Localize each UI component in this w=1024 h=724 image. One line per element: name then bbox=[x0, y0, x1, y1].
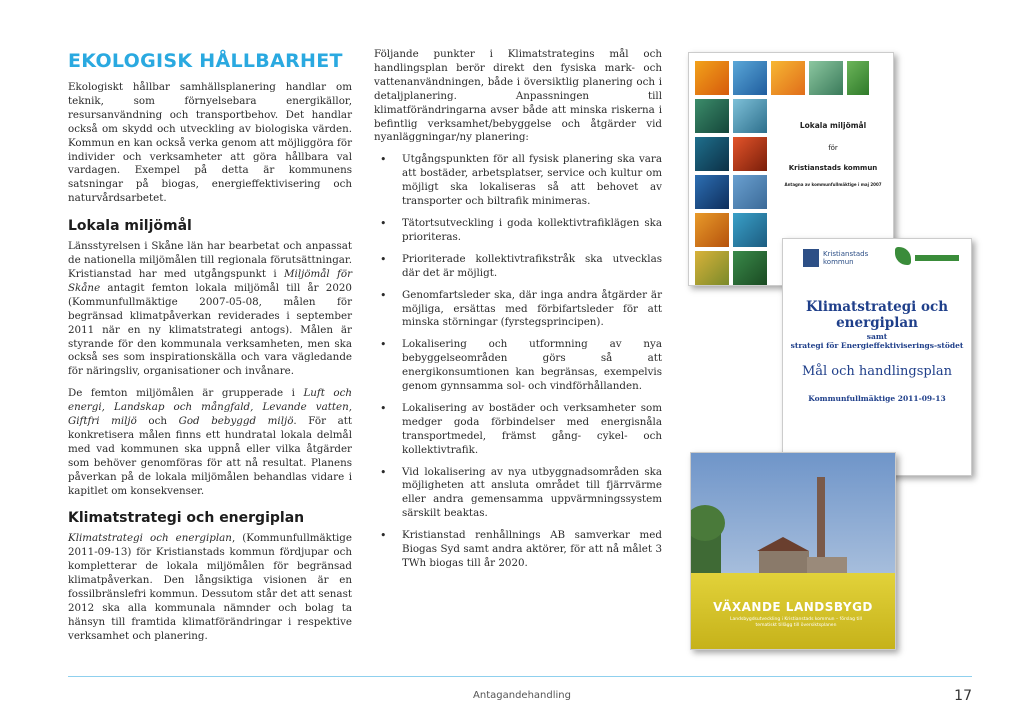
bullet-icon: • bbox=[380, 338, 387, 352]
tile-image bbox=[695, 213, 729, 247]
cover-subtitle: Landsbygdsutveckling i Kristianstads kommun – förslag till tematiskt tillägg till översiktsplanen bbox=[730, 617, 862, 628]
tile-image bbox=[733, 251, 767, 285]
list-item bbox=[374, 217, 662, 245]
tile-image bbox=[733, 175, 767, 209]
emphasis-text: Klimatstrategi och energiplan bbox=[68, 532, 232, 545]
cover-for: för bbox=[828, 144, 838, 152]
bullet-icon: • bbox=[380, 529, 387, 543]
list-item-text: Tätortsutveckling i goda kollektivtrafiklägen ska prioriteras. bbox=[402, 216, 662, 243]
tile-image bbox=[809, 61, 843, 95]
bullet-list bbox=[374, 153, 662, 571]
bullet-icon: • bbox=[380, 153, 387, 167]
left-column bbox=[68, 50, 352, 652]
paragraph-klimatstrategi bbox=[68, 532, 352, 643]
cover-samt: samt bbox=[866, 332, 888, 341]
page-number: 17 bbox=[954, 688, 972, 704]
text-run: antagit femton lokala miljömål till år 2020 (Kommunfullmäktige 2007-05-08, målen för begränsad klimatpåverkan reviderades i september 2011 när en ny klimatstrategi antogs). Målen är styrande för den kommunala verksamheten, men ska också ses som inspirationskälla och vara vägledande för näringsliv, organisationer och invånare. bbox=[68, 281, 352, 378]
paragraph-lansstyrelsen bbox=[68, 240, 352, 379]
cover-adopted: Antagna av kommunfullmäktige i maj 2007 bbox=[784, 182, 882, 187]
cover-klimatstrategi bbox=[782, 238, 972, 476]
cover-title: Lokala miljömål bbox=[799, 121, 867, 130]
tile-image bbox=[733, 137, 767, 171]
logo-bar bbox=[915, 255, 959, 261]
tile-image bbox=[695, 99, 729, 133]
subheading-lokala-miljomal: Lokala miljömål bbox=[68, 218, 192, 235]
emphasis-text: Luft och energi, Landskap och mångfald, Levande vatten, Giftfri miljö bbox=[68, 387, 352, 428]
paragraph-femton-miljomal bbox=[68, 387, 352, 498]
kristianstad-logo bbox=[803, 249, 869, 269]
tile-image bbox=[733, 99, 767, 133]
emphasis-text: God bebyggd miljö bbox=[178, 415, 294, 428]
text-run: , (Kommunfullmäktige 2011-09-13) för Kristianstads kommun fördjupar och kompletterar de lokala miljömålen för begränsad klimatpåverkan. Den långsiktiga visionen är en fossilbränslefri kommun. Dessutom står det att senast 2012 ska alla kommunala nämnder och bolag ta hänsyn till framtida klimatförändringar i respektive verksamhet och planering. bbox=[68, 532, 352, 642]
bullet-icon: • bbox=[380, 216, 387, 230]
cover-municipality: Kristianstads kommun bbox=[788, 164, 878, 172]
list-item bbox=[374, 466, 662, 522]
tile-image bbox=[695, 251, 729, 285]
crest-icon bbox=[803, 249, 819, 267]
text-run: . För att konkretisera målen finns ett hundratal lokala delmål med vad kommunen ska uppnå eller vilka åtgärder som behöver genomföras för att nå resultat. Planens påverkan på de lokala miljömålen behandlas vidare i kapitlet om konsekvenser. bbox=[68, 415, 352, 497]
bullet-icon: • bbox=[380, 401, 387, 415]
list-item bbox=[374, 253, 662, 281]
list-item-text: Prioriterade kollektivtrafikstråk ska utvecklas där det är möjligt. bbox=[402, 252, 662, 279]
cover-mal: Mål och handlingsplan bbox=[801, 364, 953, 379]
cover-text bbox=[775, 115, 891, 187]
emphasis-text: Miljömål för Skåne bbox=[68, 267, 352, 294]
subheading-klimatstrategi: Klimatstrategi och energiplan bbox=[68, 510, 305, 527]
cover-title: VÄXANDE LANDSBYGD bbox=[713, 600, 873, 614]
list-item bbox=[374, 153, 662, 209]
logo-text: Kristianstads kommun bbox=[823, 250, 869, 266]
list-item-text: Vid lokalisering av nya utbyggnadsområden ska möjligheten att ansluta området till fjärrvärme eller andra gemensamma uppvärmningssystem särskilt beaktas. bbox=[402, 465, 662, 520]
list-item-text: Utgångspunkten för all fysisk planering ska vara att bostäder, arbetsplatser, service och kultur om möjligt ska lokaliseras så att behovet av transporter och biltrafik minimeras. bbox=[402, 153, 662, 208]
list-item bbox=[374, 338, 662, 394]
bullet-icon: • bbox=[380, 465, 387, 479]
list-item bbox=[374, 289, 662, 331]
bullet-icon: • bbox=[380, 288, 387, 302]
intro-paragraph: Ekologiskt hållbar samhällsplanering handlar om teknik, som förnyelsebara energikällor, resursanvändning och transportbehov. Det handlar också om skydd och utveckling av biologiska värden. Kommun en kan också verka genom att möjliggöra för individer och verksamheter att göra hållbara val vardagen. Exempel på detta är kommunens satsningar på biogas, energieffektivisering och naturvårdsarbetet. bbox=[68, 81, 352, 205]
cover-main-title: Klimatstrategi och energiplan bbox=[805, 299, 949, 331]
list-item-text: Lokalisering av bostäder och verksamheter som medger goda förbindelser med energisnåla transportmedel, främst gång- cykel- och kollektivtrafik. bbox=[402, 401, 662, 456]
tile-image bbox=[771, 61, 805, 95]
list-item-text: Kristianstad renhållnings AB samverkar med Biogas Syd samt andra aktörer, för att nå målet 3 TWh biogas till år 2020. bbox=[402, 529, 662, 569]
footer-divider bbox=[68, 676, 972, 677]
text-run: och bbox=[136, 415, 179, 428]
list-item-text: Lokalisering och utformning av nya bebyggelseområden görs så att energikonsumtionen kan begränsas, exempelvis genom gynnsamma sol- och vindförhållanden. bbox=[402, 338, 662, 393]
klimatstrategi-intro-paragraph: Följande punkter i Klimatstrategins mål och handlingsplan berör direkt den fysiska mark- och vattenanvändningen, både i översiktlig planering och i detaljplanering. Anpassningen till klimatförändringarna avser både att minska riskerna i befintlig verksamhet/bebyggelse och åtgärder vid nyanläggningar/ny planering: bbox=[374, 48, 662, 144]
list-item-text: Genomfartsleder ska, där inga andra åtgärder är möjliga, ersättas med förbifartsleder för att minska störningar (fyrstegsprincipen). bbox=[402, 288, 662, 329]
energy-agency-logo bbox=[895, 247, 959, 269]
bullet-icon: • bbox=[380, 252, 387, 266]
tile-image bbox=[847, 61, 869, 95]
tile-image bbox=[695, 175, 729, 209]
list-item bbox=[374, 402, 662, 458]
cover-subtitle: strategi för Energieffektiviserings-stödet bbox=[790, 341, 964, 350]
middle-column bbox=[374, 48, 662, 579]
section-heading: EKOLOGISK HÅLLBARHET bbox=[68, 50, 343, 72]
cover-title-block bbox=[783, 299, 971, 403]
leaf-icon bbox=[895, 247, 911, 265]
text-run: De femton miljömålen är grupperade i bbox=[68, 387, 304, 400]
cover-vaxande-landsbygd bbox=[690, 452, 896, 650]
tile-image bbox=[733, 61, 767, 95]
text-run: Länsstyrelsen i Skåne län har bearbetat och anpassat de nationella miljömålen till regionala förutsättningar. Kristianstad har med utgångspunkt i bbox=[68, 240, 352, 280]
tile-image bbox=[733, 213, 767, 247]
tile-image bbox=[695, 61, 729, 95]
footer-label: Antagandehandling bbox=[473, 690, 571, 701]
tile-image bbox=[695, 137, 729, 171]
cover-kf-date: Kommunfullmäktige 2011-09-13 bbox=[808, 394, 946, 403]
list-item bbox=[374, 529, 662, 571]
